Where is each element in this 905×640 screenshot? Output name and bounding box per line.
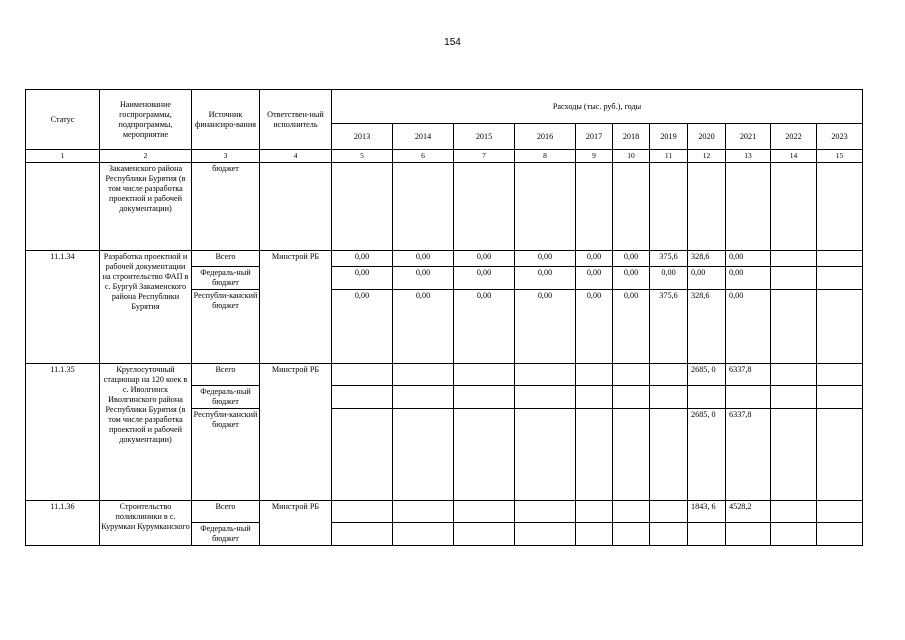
value-cell: 0,00 [576,251,613,267]
executor-cell: Минстрой РБ [260,501,332,546]
header-executor: Ответствен-ный исполнитель [260,90,332,150]
value-cell: 0,00 [515,290,576,364]
value-cell [650,386,688,409]
value-cell [454,501,515,523]
column-number: 1 [26,150,100,163]
value-cell: 375,6 [650,251,688,267]
value-cell [771,501,817,523]
value-cell: 0,00 [393,290,454,364]
column-number: 13 [726,150,771,163]
year-header: 2021 [726,124,771,150]
value-cell [613,523,650,546]
value-cell [393,501,454,523]
value-cell [515,501,576,523]
value-cell [613,409,650,501]
value-cell [613,501,650,523]
value-cell: 0,00 [688,267,726,290]
value-cell: 0,00 [393,267,454,290]
value-cell [393,364,454,386]
year-header: 2013 [332,124,393,150]
value-cell [817,409,863,501]
value-cell [576,386,613,409]
value-cell: 0,00 [515,251,576,267]
value-cell [771,267,817,290]
value-cell: 6337,8 [726,364,771,386]
table-row [26,251,863,267]
value-cell: 0,00 [613,290,650,364]
value-cell [393,409,454,501]
value-cell [726,386,771,409]
source-cell: Всего [192,501,260,523]
column-number: 6 [393,150,454,163]
value-cell: 0,00 [613,267,650,290]
value-cell: 2685, 0 [688,409,726,501]
source-cell: бюджет [192,163,260,251]
value-cell [771,251,817,267]
value-cell [771,409,817,501]
value-cell [515,364,576,386]
header-source: Источник финансиро-вания [192,90,260,150]
header-status: Статус [26,90,100,150]
source-cell: Республи-канский бюджет [192,409,260,501]
table-row [26,501,863,523]
value-cell [515,386,576,409]
year-header: 2014 [393,124,454,150]
value-cell [454,364,515,386]
value-cell [771,364,817,386]
value-cell [650,501,688,523]
value-cell [332,501,393,523]
value-cell [650,364,688,386]
value-cell [576,364,613,386]
value-cell [454,386,515,409]
value-cell [817,364,863,386]
value-cell [650,523,688,546]
executor-cell [260,163,332,251]
value-cell: 328,6 [688,251,726,267]
source-cell: Федераль-ный бюджет [192,267,260,290]
value-cell: 4528,2 [726,501,771,523]
year-header: 2019 [650,124,688,150]
year-header: 2023 [817,124,863,150]
value-cell [688,386,726,409]
value-cell [771,523,817,546]
value-cell [650,409,688,501]
status-cell: 11.1.36 [26,501,100,546]
year-header: 2020 [688,124,726,150]
header-name: Наименование госпрограммы, подпрограммы, мероприятие [100,90,192,150]
value-cell [817,251,863,267]
item-name: Закаменского района Республики Бурятия (в том числе разработка проектной и рабочей документации) [100,163,192,251]
executor-cell: Минстрой РБ [260,251,332,364]
column-number: 10 [613,150,650,163]
column-number: 9 [576,150,613,163]
value-cell [771,290,817,364]
value-cell [332,386,393,409]
value-cell [454,409,515,501]
column-number: 4 [260,150,332,163]
column-number: 11 [650,150,688,163]
value-cell [515,409,576,501]
column-number: 12 [688,150,726,163]
value-cell: 0,00 [454,267,515,290]
year-header: 2022 [771,124,817,150]
source-cell: Республи-канский бюджет [192,290,260,364]
value-cell [726,523,771,546]
value-cell: 0,00 [576,290,613,364]
value-cell [393,386,454,409]
budget-table [25,89,863,546]
year-header: 2018 [613,124,650,150]
status-cell [26,163,100,251]
status-cell: 11.1.35 [26,364,100,501]
value-cell [688,523,726,546]
value-cell: 328,6 [688,290,726,364]
value-cell: 0,00 [576,267,613,290]
source-cell: Федераль-ный бюджет [192,523,260,546]
value-cell [817,267,863,290]
item-name: Круглосуточный стационар на 120 коек в с. Иволгинск Иволгинского района Республики Бурятия (в том числе разработка проектной и рабочей документации) [100,364,192,501]
column-number: 2 [100,150,192,163]
value-cell: 0,00 [332,251,393,267]
value-cell [454,523,515,546]
value-cell: 0,00 [650,267,688,290]
value-cell [817,501,863,523]
value-cell [332,409,393,501]
year-header: 2017 [576,124,613,150]
value-cell: 0,00 [332,290,393,364]
value-cell [332,523,393,546]
column-number: 5 [332,150,393,163]
column-number: 8 [515,150,576,163]
value-cell: 6337,8 [726,409,771,501]
value-cell [817,290,863,364]
value-cell: 0,00 [454,290,515,364]
value-cell [817,523,863,546]
value-cell: 1843, 6 [688,501,726,523]
value-cell [576,501,613,523]
value-cell [613,364,650,386]
column-number: 14 [771,150,817,163]
value-cell: 0,00 [726,251,771,267]
value-cell: 0,00 [613,251,650,267]
value-cell [771,386,817,409]
value-cell [576,523,613,546]
value-cell [576,409,613,501]
column-number: 7 [454,150,515,163]
status-cell: 11.1.34 [26,251,100,364]
value-cell [817,386,863,409]
value-cell: 0,00 [726,290,771,364]
source-cell: Всего [192,251,260,267]
value-cell: 0,00 [726,267,771,290]
value-cell: 0,00 [515,267,576,290]
item-name: Разработка проектной и рабочей документации на строительство ФАП в с. Бургуй Закаменского района Республики Бурятия [100,251,192,364]
header-expenses: Расходы (тыс. руб.), годы [332,90,863,124]
value-cell: 0,00 [393,251,454,267]
source-cell: Федераль-ный бюджет [192,386,260,409]
continuation-row [26,163,863,251]
source-cell: Всего [192,364,260,386]
item-name: Строительство поликлиники в с. Курумкан Курумканского [100,501,192,546]
year-header: 2016 [515,124,576,150]
value-cell [515,523,576,546]
page-number: 154 [444,37,461,48]
value-cell: 0,00 [332,267,393,290]
value-cell [393,523,454,546]
table-row [26,364,863,386]
column-number: 15 [817,150,863,163]
value-cell: 2685, 0 [688,364,726,386]
executor-cell: Минстрой РБ [260,364,332,501]
value-cell [613,386,650,409]
column-number: 3 [192,150,260,163]
value-cell [332,364,393,386]
year-header: 2015 [454,124,515,150]
value-cell: 0,00 [454,251,515,267]
value-cell: 375,6 [650,290,688,364]
